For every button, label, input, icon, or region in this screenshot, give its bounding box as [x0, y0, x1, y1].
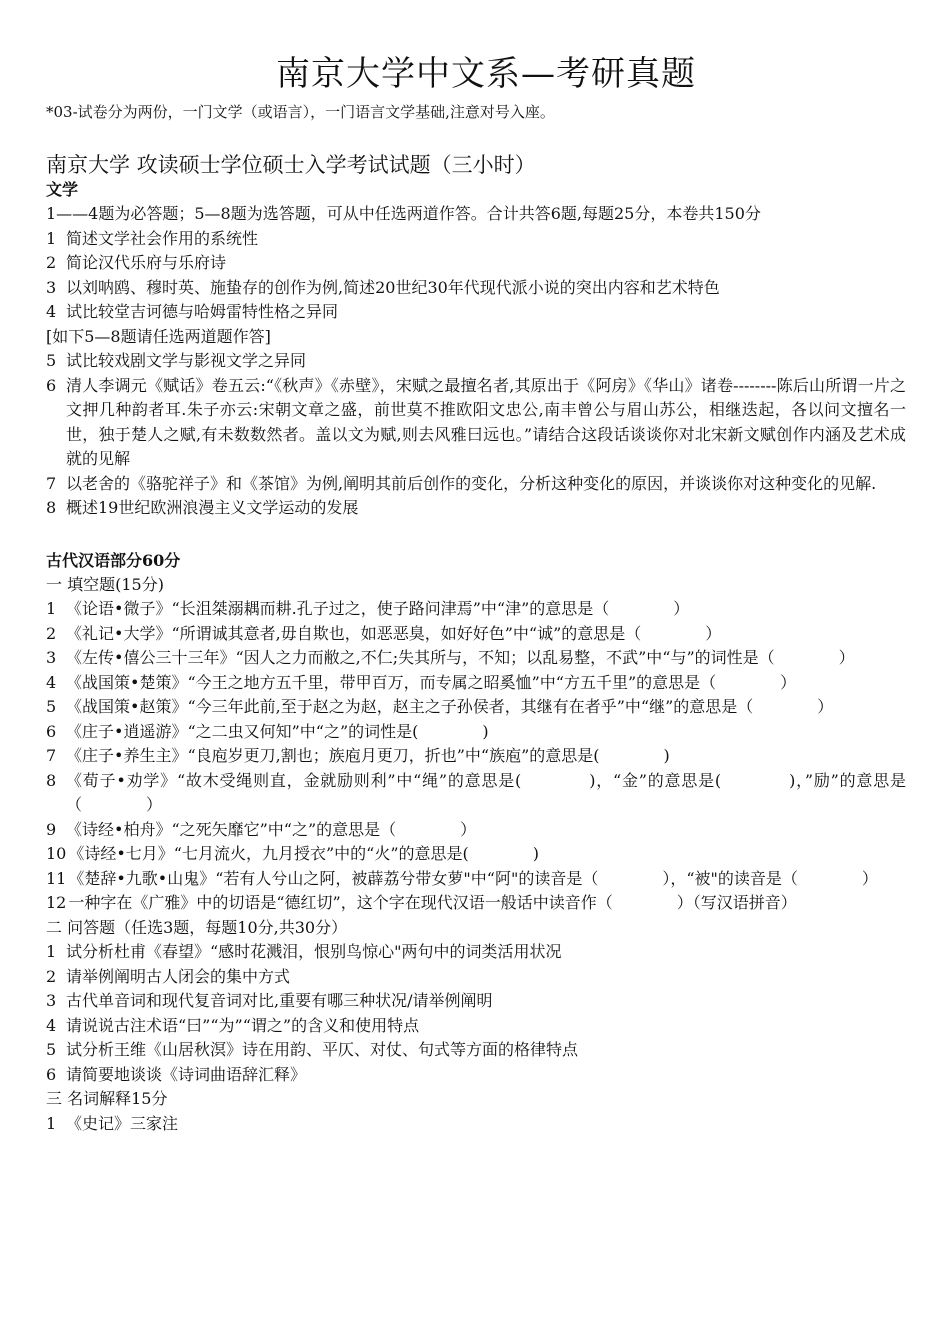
- qa-list: [46, 940, 906, 1087]
- question-number: 4: [46, 302, 57, 321]
- question-text: 请举例阐明古人闭会的集中方式: [66, 966, 291, 986]
- question-text: 《战国策•楚策》“今王之地方五千里，带甲百万，而专属之昭奚恤”中“方五千里”的意思是（ ）: [66, 672, 797, 692]
- question-number: 1: [46, 942, 57, 961]
- question-item: [46, 622, 906, 647]
- question-number: 3: [46, 991, 57, 1010]
- question-item: [46, 1112, 906, 1137]
- question-number: 6: [46, 375, 57, 395]
- literature-optional-list: [46, 349, 906, 521]
- question-item: [46, 227, 906, 252]
- qa-heading: 二 问答题（任选3题，每题10分,共30分）: [46, 917, 348, 937]
- question-number: 2: [46, 253, 57, 272]
- question-text: 《楚辞•九歌•山鬼》“若有人兮山之阿，被薜荔兮带女萝"中“阿"的读音是（ ），“被"的读音是（ ）: [68, 868, 878, 888]
- question-number: 5: [46, 351, 57, 370]
- question-item: [46, 646, 906, 671]
- question-item: [46, 720, 906, 745]
- question-number: 11: [46, 868, 67, 888]
- question-item: [46, 671, 906, 696]
- question-item: [46, 472, 906, 497]
- question-item: [46, 1038, 906, 1063]
- question-item: [46, 989, 906, 1014]
- question-item: [46, 867, 906, 892]
- question-item: [46, 496, 906, 521]
- term-heading: 三 名词解释15分: [46, 1089, 168, 1108]
- question-number: 9: [46, 819, 57, 839]
- question-item: [46, 349, 906, 374]
- question-item: [46, 276, 906, 301]
- question-item: [46, 940, 906, 965]
- literature-instructions: 1——4题为必答题；5—8题为选答题，可从中任选两道作答。合计共答6题,每题25分，本卷共150分: [46, 204, 761, 223]
- fill-blank-list: [46, 597, 906, 916]
- question-item: [46, 891, 906, 916]
- question-number: 8: [46, 770, 57, 790]
- exam-title: 南京大学 攻读硕士学位硕士入学考试试题（三小时）: [46, 153, 536, 177]
- fill-blank-heading: 一 填空题(15分): [46, 574, 164, 594]
- question-number: 7: [46, 473, 57, 493]
- question-text: 《左传•僖公三十三年》“因人之力而敝之,不仁;失其所与，不知；以乱易整，不武”中“与”的词性是（ ）: [66, 648, 855, 667]
- literature-bracket-note: [如下5—8题请任选两道题作答]: [46, 326, 271, 346]
- question-text: 《史记》三家注: [66, 1113, 179, 1133]
- question-item: [46, 597, 906, 622]
- question-text: 一种字在《广雅》中的切语是“德红切”，这个字在现代汉语一般话中读音作（ ）（写汉语拼音）: [68, 893, 797, 912]
- question-text: 以刘呐鸥、穆时英、施蛰存的创作为例,简述20世纪30年代现代派小说的突出内容和艺术特色: [66, 277, 720, 297]
- page-title: 南京大学中文系—考研真题: [276, 54, 696, 94]
- question-number: 2: [46, 966, 57, 986]
- question-text: 《诗经•七月》“七月流火，九月授衣”中的“火”的意思是( ): [68, 844, 540, 863]
- question-number: 1: [46, 599, 57, 618]
- question-number: 12: [46, 893, 67, 912]
- ancient-chinese-heading: 古代汉语部分60分: [46, 550, 181, 570]
- question-text: 古代单音词和现代复音词对比,重要有哪三种状况/请举例阐明: [66, 991, 493, 1010]
- question-text: 请简要地谈谈《诗词曲语辞汇释》: [66, 1064, 307, 1084]
- question-text: 概述19世纪欧洲浪漫主义文学运动的发展: [66, 498, 359, 517]
- question-text: 《诗经•柏舟》“之死矢靡它”中“之”的意思是（ ）: [66, 819, 477, 839]
- question-number: 6: [46, 1064, 57, 1084]
- question-item: [46, 744, 906, 769]
- question-item: [46, 769, 906, 818]
- literature-heading: 文学: [46, 180, 79, 199]
- question-number: 4: [46, 1015, 57, 1035]
- question-item: [46, 695, 906, 720]
- question-number: 10: [46, 844, 67, 863]
- question-item: [46, 251, 906, 276]
- question-item: [46, 1014, 906, 1039]
- term-list: [46, 1112, 906, 1137]
- exam-note: *03-试卷分为两份，一门文学（或语言），一门语言文学基础,注意对号入座。: [46, 103, 555, 121]
- question-text: 试比较戏剧文学与影视文学之异同: [66, 351, 307, 370]
- question-text: 《礼记•大学》“所谓诚其意者,毋自欺也，如恶恶臭，如好好色”中“诚”的意思是（ ）: [66, 623, 722, 643]
- question-number: 1: [46, 228, 57, 248]
- question-item: [46, 842, 906, 867]
- question-item: [46, 300, 906, 325]
- question-text: 请说说古注术语“曰”“为”“谓之”的含义和使用特点: [66, 1015, 420, 1035]
- question-text: 简述文学社会作用的系统性: [66, 228, 259, 248]
- question-text: 《荀子•劝学》“故木受绳则直，金就励则利”中“绳”的意思是( )，“金”的意思是( )，”励”的意思是（ ）: [66, 770, 906, 814]
- question-text: 《战国策•赵策》“今三年此前,至于赵之为赵，赵主之子孙侯者，其继有在者乎”中“继”的意思是（ ）: [66, 697, 834, 716]
- question-item: [46, 818, 906, 843]
- question-text: 清人李调元《赋话》卷五云:“《秋声》《赤壁》，宋赋之最擅名者,其原出于《阿房》《华山》诸卷--------陈后山所谓一片之文押几种韵者耳.朱子亦云:宋朝文章之盛，前世莫不推欧阳文忠公,南丰曾公与眉山苏公，相继迭起，各以问文擅名一世，独于楚人之赋,有未数数然者。盖以文为赋,则去风雅曰远也。”请结合这段话谈谈你对北宋新文赋创作内涵及艺术成就的见解: [66, 375, 906, 468]
- question-text: 《庄子•逍遥游》“之二虫又何知”中“之”的词性是( ): [66, 721, 489, 741]
- question-text: 《论语•微子》“长沮桀溺耦而耕.孔子过之，使子路问津焉”中“津”的意思是（ ）: [66, 599, 690, 618]
- question-text: 试分析杜甫《春望》“感时花溅泪，恨别鸟惊心"两句中的词类活用状况: [66, 942, 562, 961]
- question-text: 简论汉代乐府与乐府诗: [66, 253, 227, 272]
- question-number: 3: [46, 277, 57, 297]
- question-number: 6: [46, 721, 57, 741]
- question-number: 1: [46, 1113, 57, 1133]
- question-number: 2: [46, 623, 57, 643]
- question-item: [46, 965, 906, 990]
- question-number: 8: [46, 498, 57, 517]
- question-item: [46, 374, 906, 472]
- question-number: 5: [46, 1040, 57, 1059]
- question-item: [46, 1063, 906, 1088]
- question-number: 7: [46, 746, 57, 765]
- question-text: 试比较堂吉诃德与哈姆雷特性格之异同: [66, 302, 339, 321]
- question-text: 以老舍的《骆驼祥子》和《茶馆》为例,阐明其前后创作的变化，分析这种变化的原因，并谈谈你对这种变化的见解.: [66, 473, 877, 493]
- question-number: 5: [46, 697, 57, 716]
- question-number: 3: [46, 648, 57, 667]
- question-text: 试分析王维《山居秋溟》诗在用韵、平仄、对仗、句式等方面的格律特点: [66, 1040, 579, 1059]
- question-text: 《庄子•养生主》“良庖岁更刀,割也；族庖月更刀，折也”中“族庖”的意思是( ): [66, 746, 670, 765]
- literature-required-list: [46, 227, 906, 325]
- question-number: 4: [46, 672, 57, 692]
